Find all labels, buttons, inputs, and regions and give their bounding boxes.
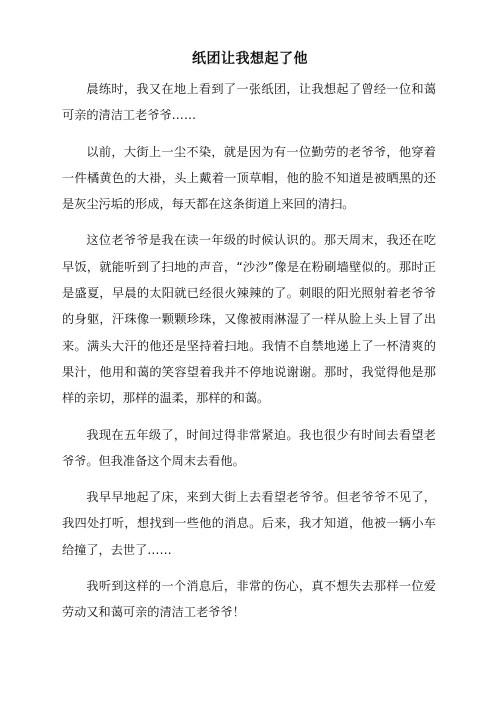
paragraph-6: 我听到这样的一个消息后，非常的伤心，真不想失去那样一位爱劳动又和蔼可亲的清洁工老爷爷！ bbox=[62, 579, 436, 620]
document-title: 纸团让我想起了他 bbox=[192, 51, 308, 67]
paragraph-4: 我现在五年级了，时间过得非常紧迫。我也很少有时间去看望老爷爷。但我准备这个周末去看他。 bbox=[62, 427, 436, 468]
paragraph-3: 这位老爷爷是我在读一年级的时候认识的。那天周末，我还在吃早饭，就能听到了扫地的声音，“沙沙”像是在粉刷墙壁似的。那时正是盛夏，早晨的太阳就已经很火辣辣的了。刺眼的阳光照射着老爷爷的身躯，汗珠像一颗颗珍珠，又像被雨淋湿了一样从脸上头上冒了出来。满头大汗的他还是坚持着扫地。我情不自禁地递上了一杯清爽的果汁，他用和蔼的笑容望着我并不停地说谢谢。那时，我觉得他是那样的亲切，那样的温柔，那样的和蔼。 bbox=[62, 233, 436, 406]
paragraph-5: 我早早地起了床，来到大街上去看望老爷爷。但老爷爷不见了，我四处打听，想找到一些他的消息。后来，我才知道，他被一辆小车给撞了，去世了…… bbox=[62, 490, 436, 557]
document-body bbox=[62, 76, 436, 636]
paragraph-2: 以前，大街上一尘不染，就是因为有一位勤劳的老爷爷，他穿着一件橘黄色的大褂，头上戴着一顶草帽，他的脸不知道是被晒黑的还是灰尘污垢的形成，每天都在这条街道上来回的清扫。 bbox=[62, 144, 436, 212]
paragraph-1: 晨练时，我又在地上看到了一张纸团，让我想起了曾经一位和蔼可亲的清洁工老爷爷…… bbox=[62, 82, 436, 123]
